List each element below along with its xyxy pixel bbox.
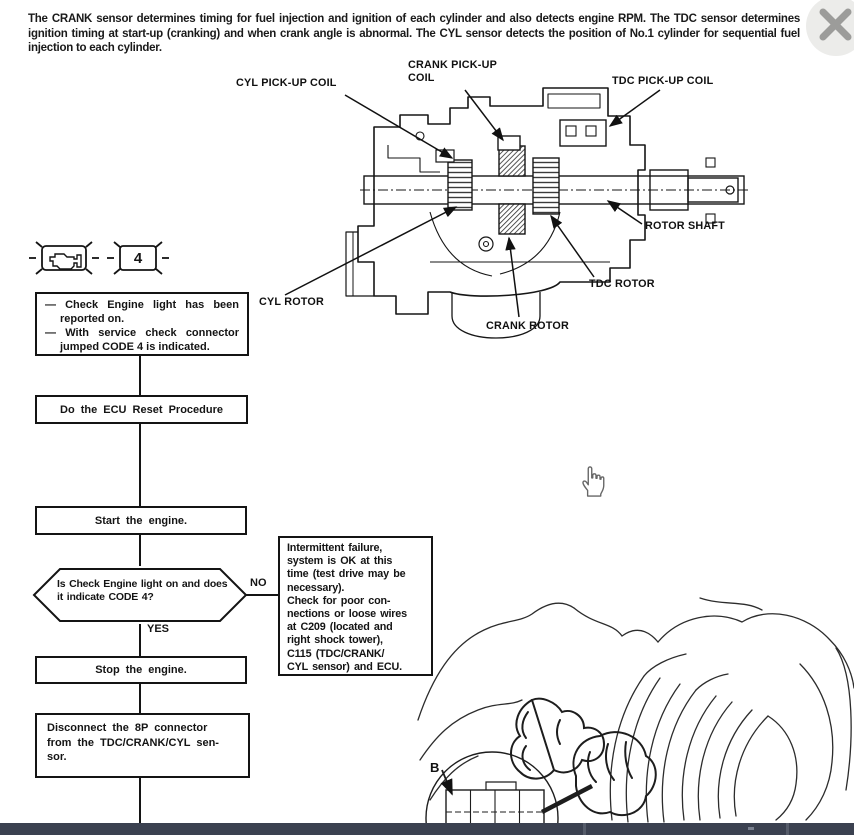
taskbar-divider (786, 823, 789, 835)
connector-detail-label: B (430, 760, 440, 775)
flow-connector (139, 684, 141, 713)
label-cyl-rotor: CYL ROTOR (259, 296, 324, 308)
connector-detail-view (426, 752, 592, 823)
close-button[interactable] (806, 0, 854, 56)
cyl-pickup-coil-part (436, 150, 454, 162)
note-item-2: — With service check connector jumped CODE 4 is indicated. (45, 327, 239, 353)
flow-connector (139, 535, 141, 566)
blinking-indicators (28, 236, 173, 280)
flowchart-step-ecu-reset: Do the ECU Reset Procedure (35, 395, 248, 424)
rotor-components (436, 120, 606, 251)
flow-connector (139, 356, 141, 395)
flow-connector-no (246, 594, 278, 596)
engine-glyph (50, 254, 81, 269)
flowchart-note-box (35, 292, 249, 356)
engine-line-art (418, 598, 854, 822)
flowchart-step-start-engine: Start the engine. (35, 506, 247, 535)
label-tdc-pickup-coil: TDC PICK-UP COIL (612, 75, 714, 87)
flowchart-step-disconnect: Disconnect the 8P connector from the TDC/CRANK/CYL sen- sor. (35, 713, 250, 778)
flowchart-decision-text: Is Check Engine light on and does it indicate CODE 4? (57, 578, 228, 603)
bottom-taskbar[interactable] (0, 823, 854, 835)
flowchart-intermittent-box: Intermittent failure, system is OK at this time (test drive may be necessary). Check for poor con- nections or loose wires at C209 (located and right shock tower), C115 (TDC/CRANK/ CYL sensor) and ECU. (278, 536, 433, 676)
flow-connector (139, 778, 141, 823)
label-crank-pickup-coil: CRANK PICK-UP COIL (408, 59, 497, 84)
tdc-rotor-block (533, 158, 559, 214)
flow-connector (139, 624, 141, 656)
hand-cursor-icon (577, 463, 607, 499)
label-rotor-shaft: ROTOR SHAFT (645, 220, 725, 232)
intro-paragraph: The CRANK sensor determines timing for fuel injection and ignition of each cylinder and also detects engine RPM. The TDC sensor determines ignition timing at start-up (cranking) and when crank angle is abnormal. The CYL sensor detects the position of No.1 cylinder for sequential fuel injection to each cylinder. (28, 13, 800, 55)
code-4-value: 4 (133, 250, 143, 267)
connector-boots (511, 699, 656, 815)
cyl-rotor-block (448, 160, 472, 210)
flow-connector (139, 424, 141, 506)
label-cyl-pickup-coil: CYL PICK-UP COIL (236, 77, 337, 89)
close-icon (806, 0, 854, 56)
taskbar-glyph (748, 827, 754, 830)
note-item-1: — Check Engine light has been reported on. (45, 299, 239, 325)
label-crank-rotor: CRANK ROTOR (486, 320, 569, 332)
engine-connector-illustration (400, 596, 854, 823)
flowchart-step-stop-engine: Stop the engine. (35, 656, 247, 684)
branch-no-label: NO (250, 577, 267, 589)
branch-yes-label: YES (147, 623, 170, 635)
taskbar-divider (583, 823, 586, 835)
label-tdc-rotor: TDC ROTOR (589, 278, 655, 290)
